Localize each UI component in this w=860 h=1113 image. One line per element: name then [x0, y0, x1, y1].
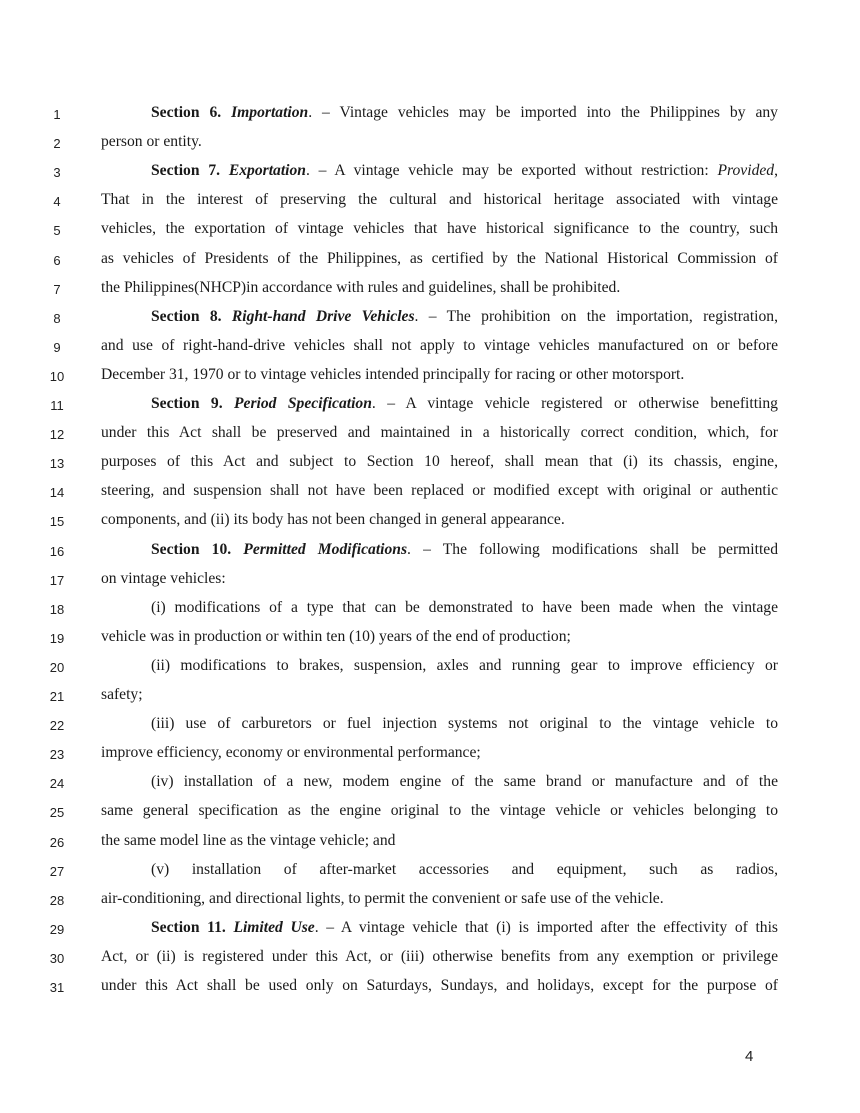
- line-number: 23: [49, 747, 65, 763]
- text-run: . – The prohibition on the importation, registration,: [414, 307, 778, 325]
- text-run: Act, or (ii) is registered under this Act, or (iii) otherwise benefits from any exemption or privilege: [101, 947, 778, 965]
- line-text: [101, 365, 778, 385]
- line-text: [151, 860, 778, 880]
- text-line: [0, 798, 860, 827]
- section-label: Section 10.: [151, 540, 244, 558]
- line-number: 7: [53, 281, 61, 297]
- line-text: [101, 976, 778, 996]
- line-number: 29: [49, 921, 65, 937]
- line-number: 15: [49, 514, 65, 530]
- text-line: [0, 507, 860, 536]
- line-number: 30: [49, 950, 65, 966]
- text-run: That in the interest of preserving the cultural and historical heritage associated with vintage: [101, 191, 778, 209]
- text-run: vehicle was in production or within ten (10) years of the end of production;: [101, 627, 571, 645]
- line-number: 21: [49, 689, 65, 704]
- text-run: person or entity.: [101, 133, 202, 151]
- line-number: 17: [49, 572, 65, 588]
- text-run: (i) modifications of a type that can be demonstrated to have been made when the vintage: [151, 598, 778, 616]
- text-run: . – A vintage vehicle may be exported without restriction:: [305, 162, 718, 180]
- line-text: [151, 598, 778, 618]
- section-title: Permitted Modifications: [243, 540, 408, 558]
- line-number: 22: [49, 718, 65, 734]
- text-line: [0, 478, 860, 507]
- text-line: [0, 682, 860, 711]
- text-line: [0, 187, 860, 216]
- text-run: on vintage vehicles:: [101, 569, 226, 587]
- text-run: purposes of this Act and subject to Section 10 hereof, shall mean that (i) its chassis, engine,: [101, 453, 778, 471]
- line-number: 20: [49, 659, 65, 675]
- text-run: (v) installation of after-market accessories and equipment, such as radios,: [151, 860, 778, 878]
- text-line: [0, 769, 860, 798]
- text-line: [0, 653, 860, 682]
- text-run: and use of right-hand-drive vehicles shall not apply to vintage vehicles manufactured on or before: [101, 336, 778, 354]
- text-line: [0, 886, 860, 915]
- line-number: 26: [49, 834, 65, 850]
- line-text: [151, 394, 778, 414]
- line-text: [101, 889, 778, 909]
- text-line: [0, 391, 860, 420]
- section-label: Section 8.: [151, 307, 232, 325]
- line-text: [101, 190, 778, 210]
- text-line: [0, 420, 860, 449]
- line-text: [101, 627, 778, 647]
- text-run: vehicles, the exportation of vintage vehicles that have historical significance to the country, such: [101, 220, 778, 238]
- text-run: ,: [774, 162, 778, 180]
- text-run: components, and (ii) its body has not been changed in general appearance.: [101, 511, 565, 529]
- line-text: [101, 249, 778, 269]
- line-text: [101, 336, 778, 356]
- text-run: . – A vintage vehicle that (i) is imported after the effectivity of this: [314, 918, 778, 936]
- text-run: . – Vintage vehicles may be imported into the Philippines by any: [308, 104, 778, 121]
- line-text: [101, 132, 778, 152]
- section-title: Exportation: [228, 162, 306, 180]
- text-line: [0, 711, 860, 740]
- line-text: [101, 481, 778, 501]
- text-line: [0, 333, 860, 362]
- line-number: 2: [53, 136, 61, 152]
- line-number: 19: [49, 630, 65, 646]
- text-line: [0, 246, 860, 275]
- line-number: 5: [53, 223, 61, 239]
- line-text: [101, 801, 778, 821]
- line-text: [101, 219, 778, 239]
- text-run: . – The following modifications shall be permitted: [407, 540, 779, 558]
- section-title: Limited Use: [233, 918, 315, 936]
- text-run: improve efficiency, economy or environmental performance;: [101, 744, 481, 762]
- text-run: (iv) installation of a new, modem engine of the same brand or manufacture and of the: [151, 773, 778, 791]
- line-text: [101, 510, 778, 530]
- line-text: [101, 743, 778, 763]
- text-line: [0, 828, 860, 857]
- text-line: [0, 537, 860, 566]
- text-line: [0, 857, 860, 886]
- text-run: December 31, 1970 or to vintage vehicles intended principally for racing or other motorsport.: [101, 365, 685, 383]
- text-line: [0, 449, 860, 478]
- line-text: [101, 947, 778, 967]
- text-run: . – A vintage vehicle registered or otherwise benefitting: [371, 395, 778, 412]
- line-text: [101, 423, 778, 443]
- line-number: 10: [49, 368, 65, 384]
- line-text: [151, 161, 778, 181]
- text-run: the same model line as the vintage vehicle; and: [101, 831, 396, 849]
- line-text: [101, 452, 778, 472]
- line-number: 11: [50, 398, 64, 413]
- line-text: [101, 831, 778, 851]
- line-number: 1: [53, 107, 61, 122]
- section-title: Right-hand Drive Vehicles: [231, 307, 415, 325]
- line-number: 8: [53, 310, 61, 326]
- text-run: (iii) use of carburetors or fuel injection systems not original to the vintage vehicle to: [151, 715, 778, 733]
- page-number: 4: [745, 1048, 754, 1065]
- line-text: [151, 307, 778, 327]
- line-number: 28: [49, 892, 65, 908]
- line-number: 4: [53, 194, 61, 210]
- text-line: [0, 915, 860, 944]
- line-number: 27: [49, 863, 65, 879]
- text-line: [0, 362, 860, 391]
- text-run: under this Act shall be preserved and maintained in a historically correct condition, which, for: [101, 424, 778, 442]
- line-text: [151, 540, 778, 560]
- text-run: (ii) modifications to brakes, suspension, axles and running gear to improve efficiency or: [151, 656, 778, 674]
- text-line: [0, 740, 860, 769]
- section-title: Period Specification: [234, 395, 372, 412]
- text-run: safety;: [101, 686, 143, 703]
- line-text: [151, 103, 778, 123]
- text-line: [0, 129, 860, 158]
- line-number: 12: [49, 427, 65, 443]
- section-label: Section 11.: [151, 918, 234, 936]
- line-text: [151, 656, 778, 676]
- text-run: under this Act shall be used only on Saturdays, Sundays, and holidays, except for the purpose of: [101, 977, 778, 994]
- line-text: [101, 685, 778, 705]
- text-line: [0, 158, 860, 187]
- text-line: [0, 275, 860, 304]
- line-text: [151, 918, 778, 938]
- text-line: [0, 100, 860, 129]
- text-line: [0, 566, 860, 595]
- line-number: 24: [49, 776, 65, 792]
- line-number: 18: [49, 601, 65, 617]
- line-text: [101, 278, 778, 298]
- line-number: 6: [53, 252, 61, 268]
- text-line: [0, 216, 860, 245]
- text-line: [0, 624, 860, 653]
- text-line: [0, 944, 860, 973]
- text-run: the Philippines(NHCP)in accordance with rules and guidelines, shall be prohibited.: [101, 278, 621, 296]
- text-run: Provided: [717, 162, 775, 180]
- line-number: 25: [49, 805, 65, 821]
- line-text: [101, 569, 778, 589]
- line-number: 9: [53, 339, 61, 355]
- text-run: steering, and suspension shall not have been replaced or modified except with original or authentic: [101, 482, 778, 500]
- text-line: [0, 595, 860, 624]
- section-label: Section 9.: [151, 395, 235, 412]
- line-number: 13: [49, 456, 65, 472]
- text-run: air-conditioning, and directional lights, to permit the convenient or safe use of the vehicle.: [101, 889, 664, 907]
- line-text: [151, 714, 778, 734]
- line-number: 14: [49, 485, 65, 501]
- section-label: Section 6.: [151, 104, 232, 121]
- text-run: same general specification as the engine original to the vintage vehicle or vehicles belonging to: [101, 802, 778, 820]
- line-number: 16: [49, 543, 65, 559]
- line-number: 31: [49, 980, 65, 995]
- text-line: [0, 304, 860, 333]
- section-label: Section 7.: [151, 162, 229, 180]
- section-title: Importation: [231, 104, 309, 121]
- text-run: as vehicles of Presidents of the Philippines, as certified by the National Historical Commission of: [101, 249, 778, 267]
- line-number: 3: [53, 165, 61, 181]
- line-text: [151, 772, 778, 792]
- text-line: [0, 973, 860, 1002]
